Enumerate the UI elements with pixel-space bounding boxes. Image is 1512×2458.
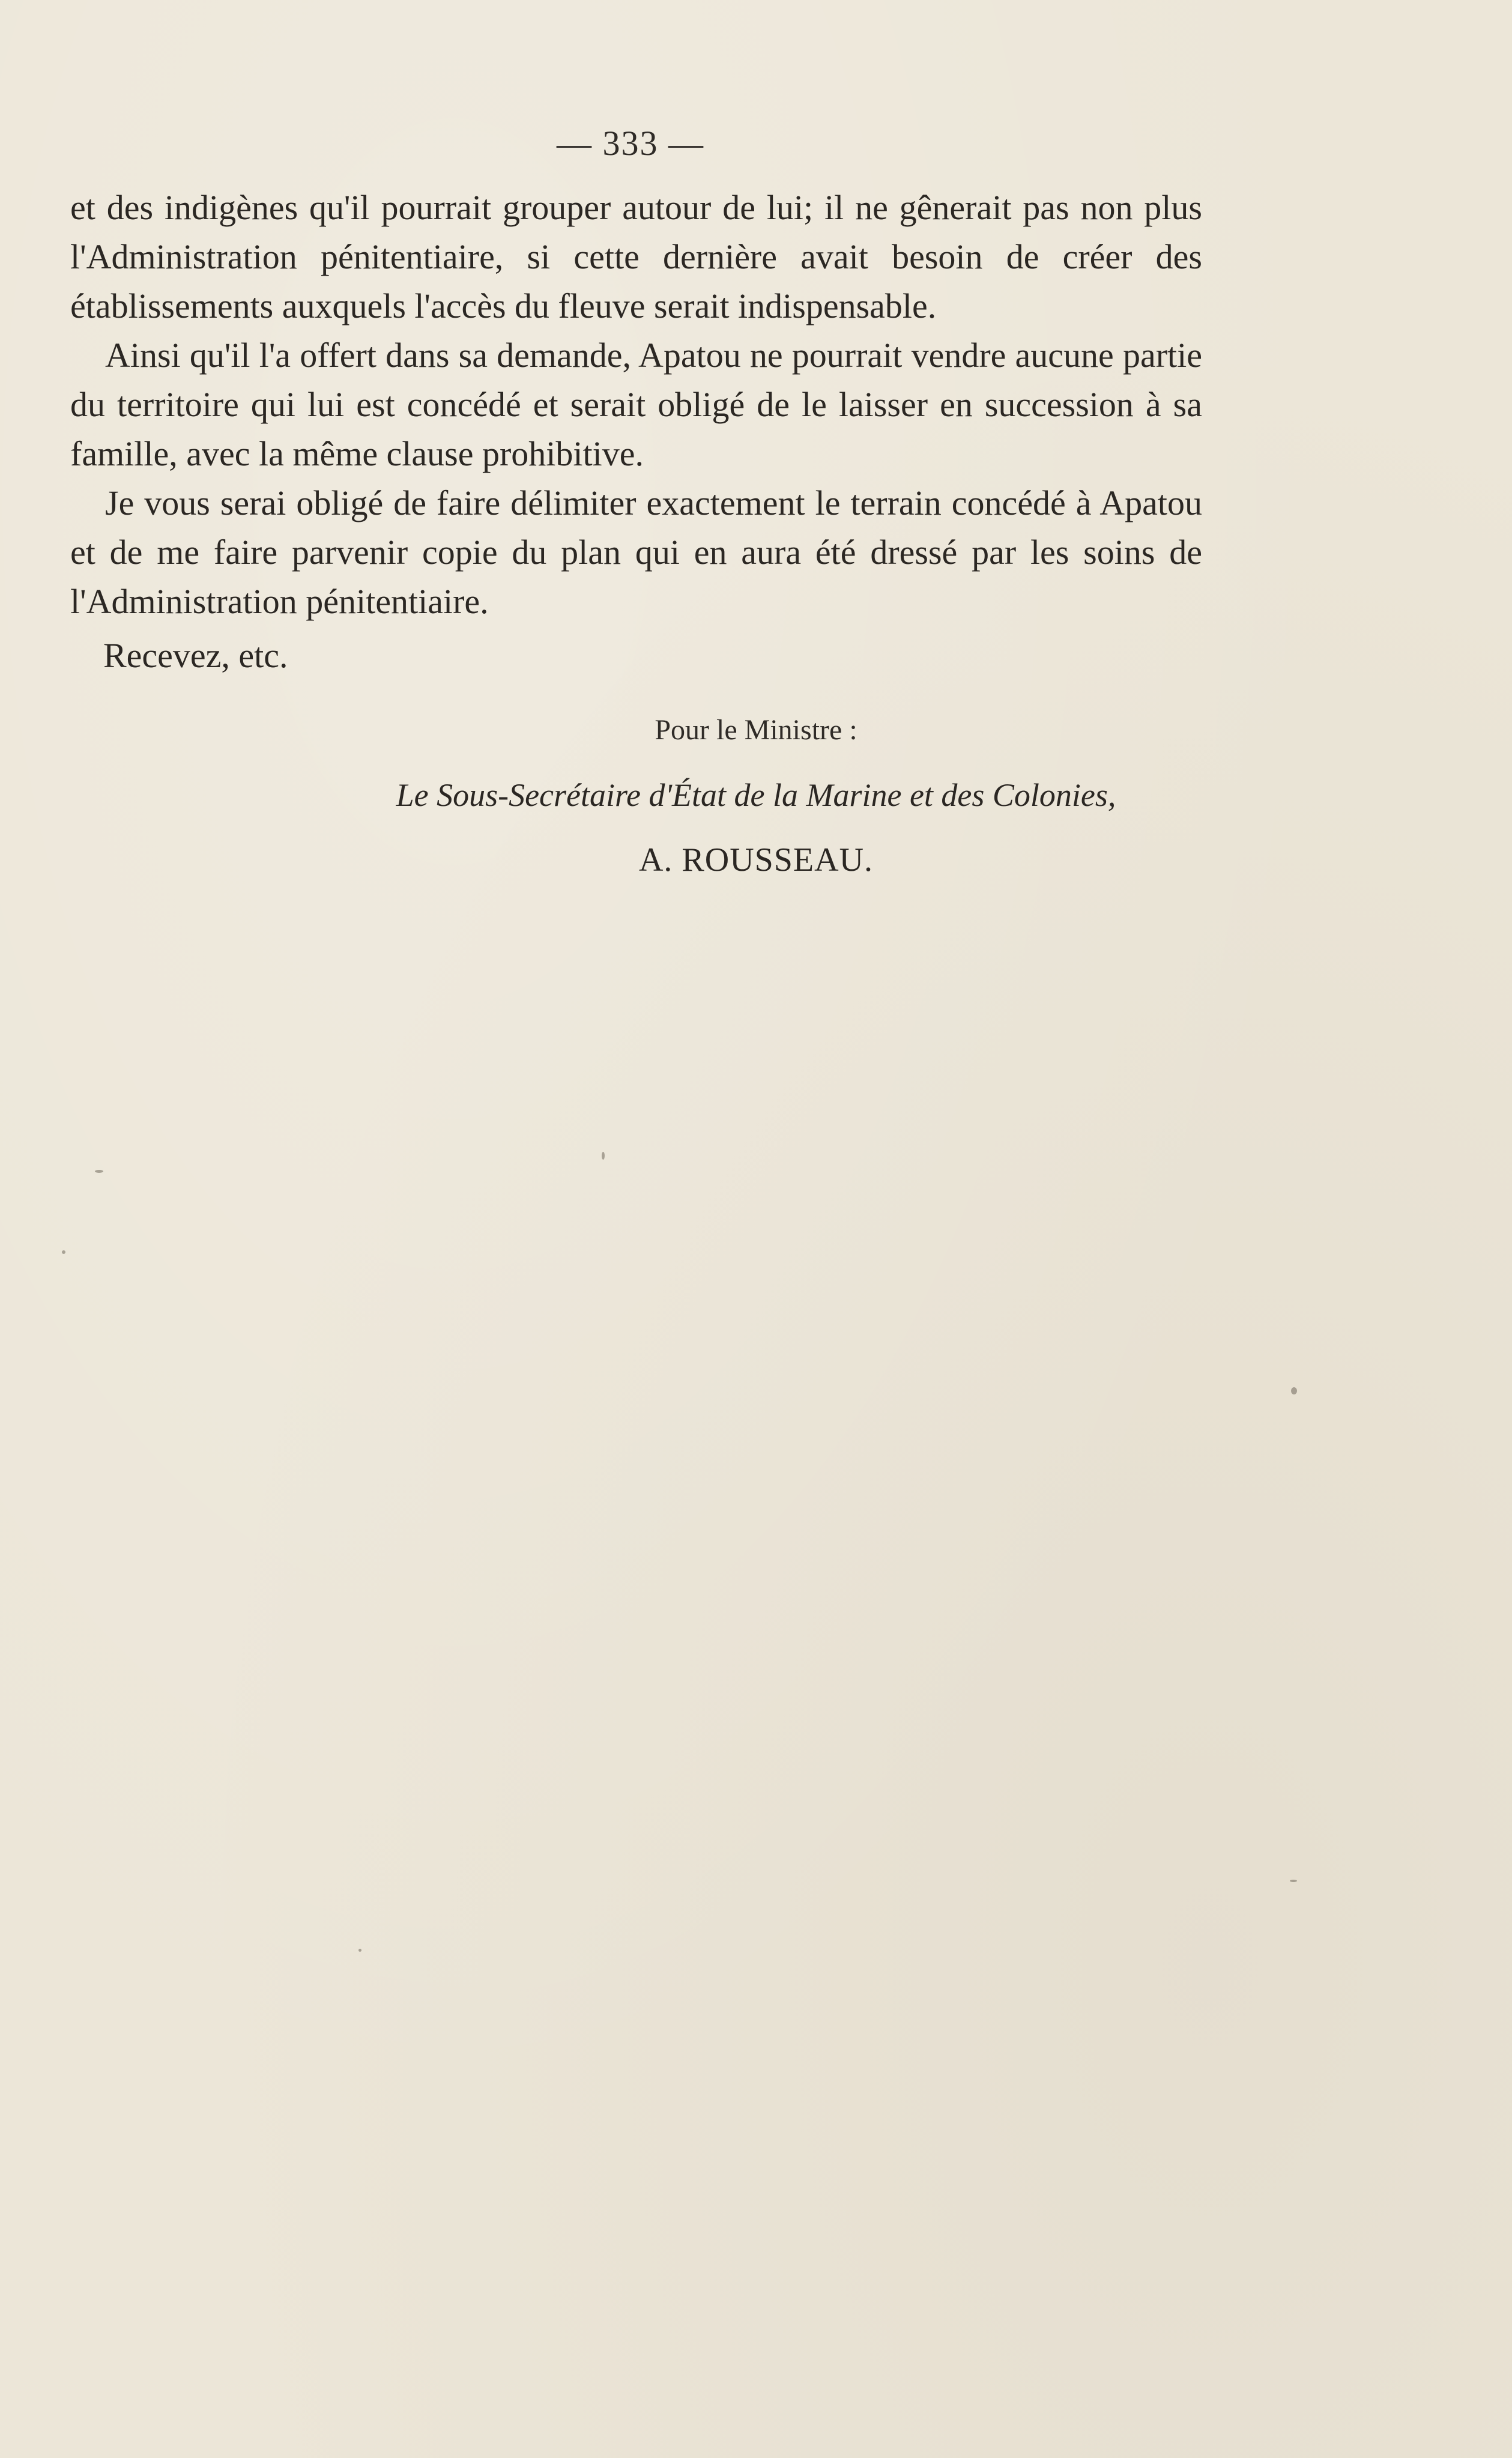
paper-speck: [1291, 1387, 1297, 1394]
signature-title: Le Sous-Secrétaire d'État de la Marine et des Colonies,: [396, 777, 1116, 813]
signature-name: A. ROUSSEAU.: [638, 841, 874, 879]
closing-formula: Recevez, etc.: [103, 636, 288, 675]
paper-speck: [358, 1949, 361, 1952]
body-text: [70, 183, 1202, 626]
signature-intro: Pour le Ministre :: [655, 714, 857, 746]
paragraph: et des indigènes qu'il pourrait grouper autour de lui; il ne gênerait pas non plus l'Administration pénitentiaire, si cette dernière avait besoin de créer des établissements auxquels l'accès du fleuve serait indispensable.: [70, 188, 1202, 325]
paragraph: Ainsi qu'il l'a offert dans sa demande, Apatou ne pourrait vendre aucune partie du territoire qui lui est concédé et serait obligé de le laisser en succession à sa famille, avec la même clause prohibitive.: [70, 336, 1202, 473]
paper-speck: [602, 1152, 605, 1160]
paper-speck: [62, 1250, 65, 1254]
paper-speck: [95, 1170, 103, 1173]
page-number: — 333 —: [557, 124, 704, 163]
paper-speck: [1290, 1880, 1297, 1882]
paragraph: Je vous serai obligé de faire délimiter exactement le terrain concédé à Apatou et de me faire parvenir copie du plan qui en aura été dressé par les soins de l'Administration pénitentiaire.: [70, 483, 1202, 621]
